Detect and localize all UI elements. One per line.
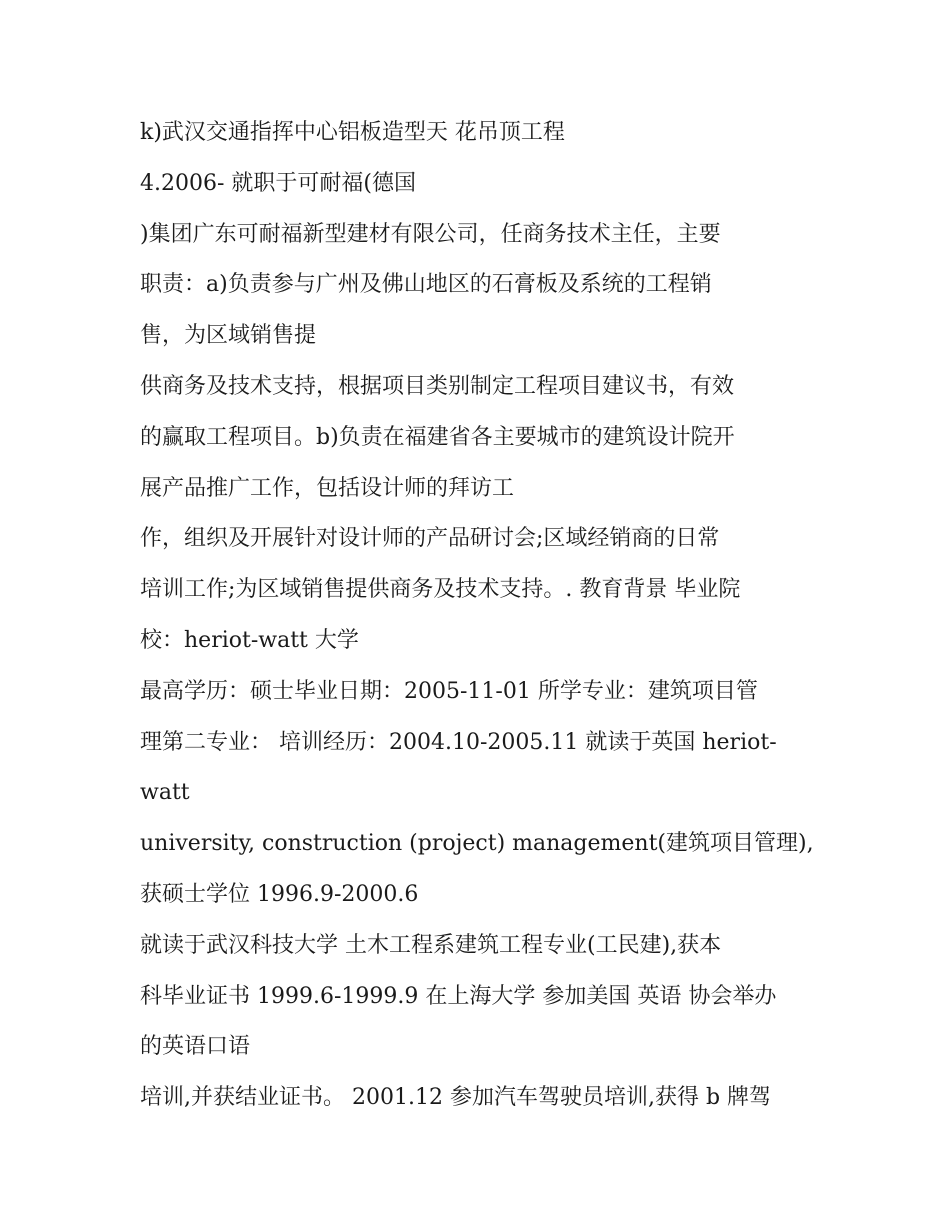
text-line: 科毕业证书 1999.6-1999.9 在上海大学 参加美国 英语 协会举办 bbox=[140, 983, 777, 1009]
body-text bbox=[140, 108, 820, 1124]
text-line: 售，为区域销售提 bbox=[140, 323, 317, 349]
text-line: 校：heriot-watt 大学 bbox=[140, 627, 359, 653]
text-line: 培训,并获结业证书。 2001.12 参加汽车驾驶员培训,获得 b 牌驾 bbox=[140, 1085, 772, 1111]
text-line: k)武汉交通指挥中心铝板造型天 花吊顶工程 bbox=[140, 120, 565, 145]
text-line: 作，组织及开展针对设计师的产品研讨会;区域经销商的日常 bbox=[140, 526, 720, 552]
text-line: 4.2006- 就职于可耐福(德国 bbox=[140, 170, 416, 196]
text-line: 展产品推广工作，包括设计师的拜访工 bbox=[140, 475, 515, 501]
text-line: 就读于武汉科技大学 土木工程系建筑工程专业(工民建),获本 bbox=[140, 932, 722, 958]
text-line: 职责：a)负责参与广州及佛山地区的石膏板及系统的工程销 bbox=[140, 272, 712, 298]
text-line: 培训工作;为区域销售提供商务及技术支持。. 教育背景 毕业院 bbox=[140, 577, 741, 603]
text-line: 获硕士学位 1996.9-2000.6 bbox=[140, 881, 419, 907]
text-line: 的赢取工程项目。b)负责在福建省各主要城市的建筑设计院开 bbox=[140, 424, 735, 450]
text-line: 供商务及技术支持，根据项目类别制定工程项目建议书，有效 bbox=[140, 373, 735, 399]
text-line: watt bbox=[140, 780, 190, 806]
text-line: 的英语口语 bbox=[140, 1034, 251, 1060]
text-line: university, construction (project) management(建筑项目管理), bbox=[140, 831, 814, 857]
text-line: 理第二专业： 培训经历：2004.10-2005.11 就读于英国 heriot- bbox=[140, 729, 777, 755]
text-line: 最高学历：硕士毕业日期：2005-11-01 所学专业：建筑项目管 bbox=[140, 678, 758, 704]
text-line: )集团广东可耐福新型建材有限公司，任商务技术主任，主要 bbox=[140, 221, 721, 247]
